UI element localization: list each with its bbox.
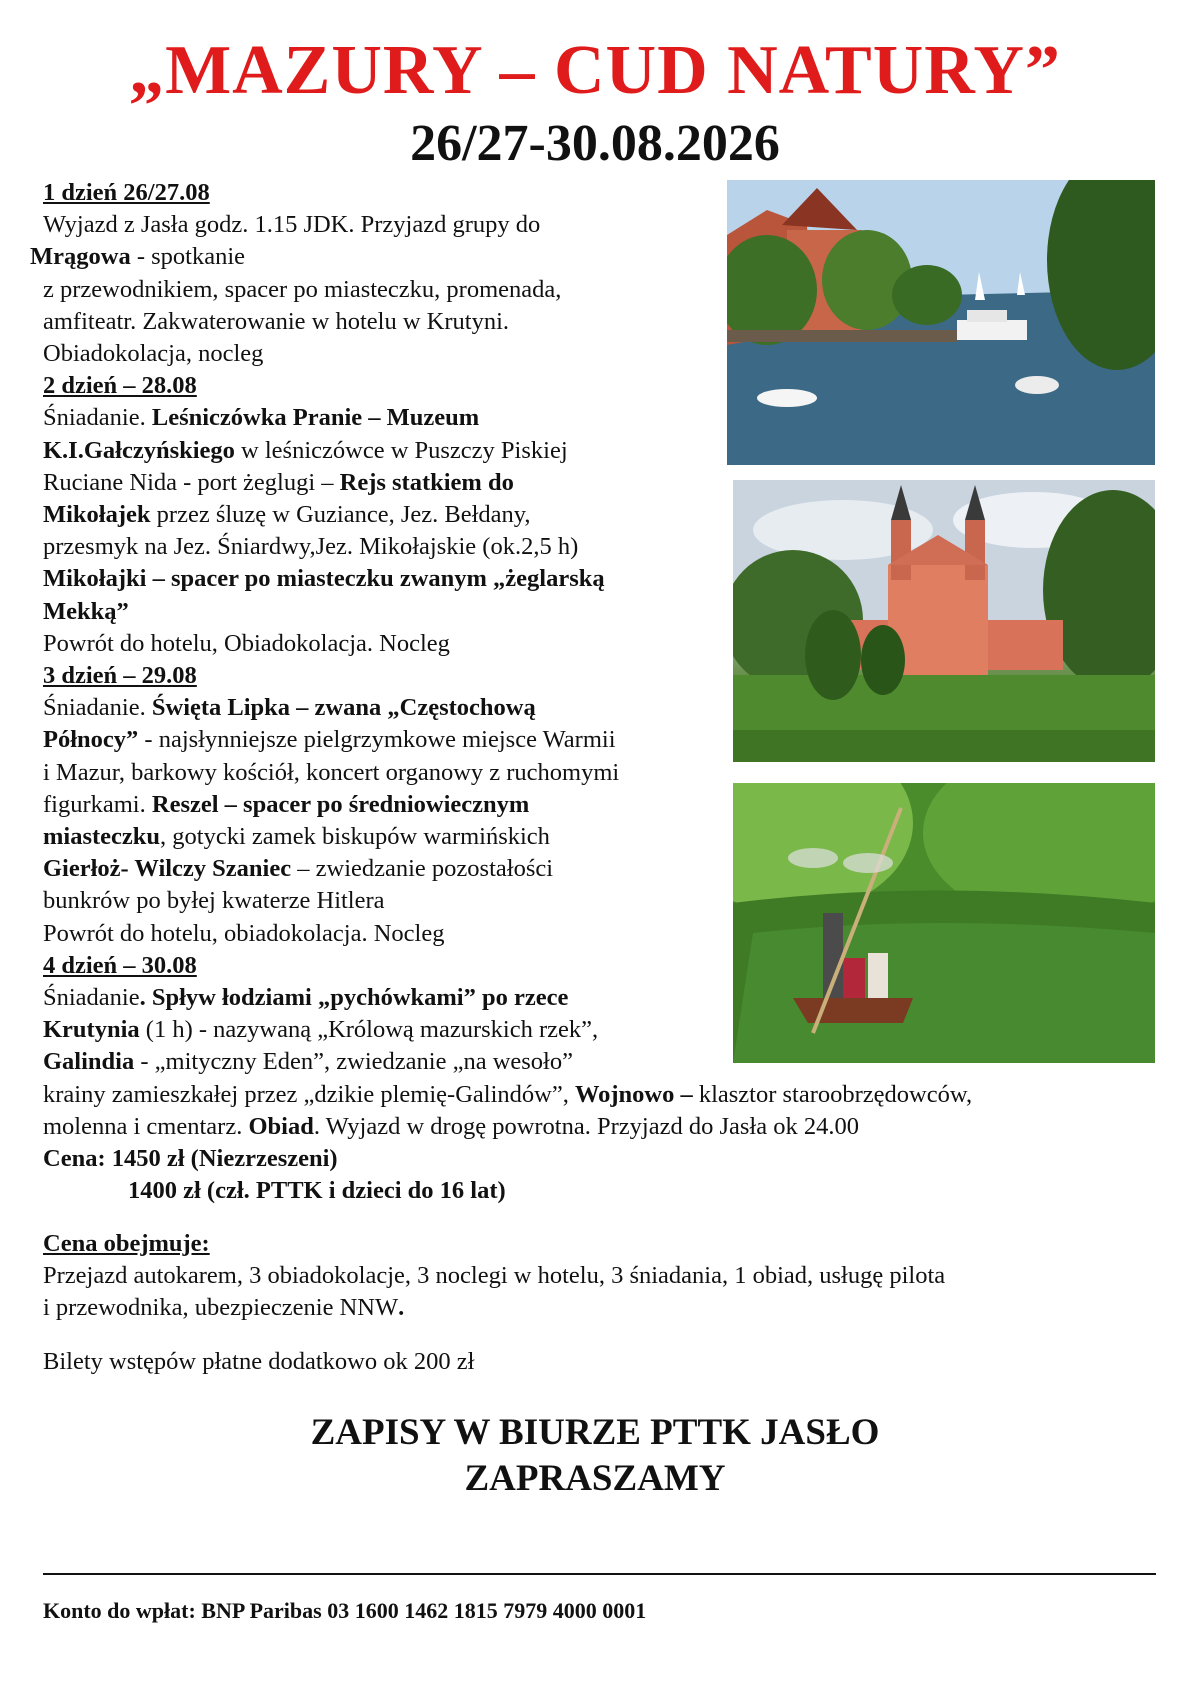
day2-line: K.I.Gałczyńskiego w leśniczówce w Puszczy Piskiej	[43, 436, 568, 464]
day1-heading: 1 dzień 26/27.08	[43, 179, 210, 206]
day4-line: krainy zamieszkałej przez „dzikie plemię-Galindów”, Wojnowo – klasztor staroobrzędowców,	[43, 1080, 973, 1108]
includes-line: Przejazd autokarem, 3 obiadokolacje, 3 noclegi w hotelu, 3 śniadania, 1 obiad, usługę pilota	[43, 1261, 946, 1289]
day1-line: Wyjazd z Jasła godz. 1.15 JDK. Przyjazd grupy do	[43, 211, 541, 239]
day2-line: Śniadanie. Leśniczówka Pranie – Muzeum	[43, 404, 480, 432]
day2-line: Ruciane Nida - port żeglugi – Rejs statkiem do	[43, 468, 514, 496]
day3-line: bunkrów po byłej kwaterze Hitlera	[43, 887, 385, 915]
day4-line: Galindia - „mityczny Eden”, zwiedzanie „na wesoło”	[43, 1048, 573, 1076]
signup-line: ZAPISY W BIURZE PTTK JASŁO	[310, 1412, 880, 1453]
poster-title: „MAZURY – CUD NATURY”	[129, 32, 1061, 109]
day2-line: przesmyk na Jez. Śniardwy,Jez. Mikołajskie (ok.2,5 h)	[43, 533, 579, 561]
day2-line: Powrót do hotelu, Obiadokolacja. Nocleg	[43, 629, 450, 657]
itinerary	[30, 177, 1133, 1378]
day1-line: Obiadokolacja, nocleg	[43, 340, 264, 368]
footer-divider	[43, 1573, 1156, 1575]
day3-line: Powrót do hotelu, obiadokolacja. Nocleg	[43, 919, 445, 947]
day1-line: amfiteatr. Zakwaterowanie w hotelu w Krutyni.	[43, 307, 510, 335]
signup-line: ZAPRASZAMY	[464, 1458, 726, 1499]
price-line: 1400 zł (czł. PTTK i dzieci do 16 lat)	[128, 1177, 506, 1205]
day3-line: Gierłoż- Wilczy Szaniec – zwiedzanie pozostałości	[43, 855, 554, 883]
day3-line: miasteczku, gotycki zamek biskupów warmińskich	[43, 823, 550, 851]
signup-block	[0, 1410, 1190, 1502]
day1-line: z przewodnikiem, spacer po miasteczku, promenada,	[43, 275, 562, 303]
day3-line: i Mazur, barkowy kościół, koncert organowy z ruchomymi	[43, 758, 620, 786]
trip-dates: 26/27-30.08.2026	[410, 115, 780, 172]
day2-heading: 2 dzień – 28.08	[43, 372, 197, 400]
includes-line: i przewodnika, ubezpieczenie NNW.	[43, 1293, 405, 1321]
price-line: Cena: 1450 zł (Niezrzeszeni)	[43, 1145, 338, 1173]
day1-line: Mrągowa - spotkanie	[30, 243, 246, 271]
day4-heading: 4 dzień – 30.08	[43, 951, 197, 979]
day3-line: Śniadanie. Święta Lipka – zwana „Częstochową	[43, 694, 536, 722]
day3-line: figurkami. Reszel – spacer po średniowiecznym	[43, 790, 530, 818]
day2-line: Mekką”	[43, 597, 129, 625]
day2-line: Mikołajki – spacer po miasteczku zwanym „żeglarską	[43, 565, 605, 593]
day3-heading: 3 dzień – 29.08	[43, 662, 197, 690]
day3-line: Północy” - najsłynniejsze pielgrzymkowe miejsce Warmii	[43, 726, 616, 754]
day4-line: molenna i cmentarz. Obiad. Wyjazd w drogę powrotna. Przyjazd do Jasła ok 24.00	[43, 1112, 859, 1140]
tickets-note: Bilety wstępów płatne dodatkowo ok 200 zł	[43, 1348, 475, 1376]
day2-line: Mikołajek przez śluzę w Guziance, Jez. Bełdany,	[43, 501, 531, 529]
day4-line: Krutynia (1 h) - nazywaną „Królową mazurskich rzek”,	[43, 1016, 599, 1044]
bank-account: Konto do wpłat: BNP Paribas 03 1600 1462 1815 7979 4000 0001	[43, 1598, 647, 1623]
includes-heading: Cena obejmuje:	[43, 1229, 210, 1257]
day4-line: Śniadanie. Spływ łodziami „pychówkami” po rzece	[43, 984, 569, 1012]
